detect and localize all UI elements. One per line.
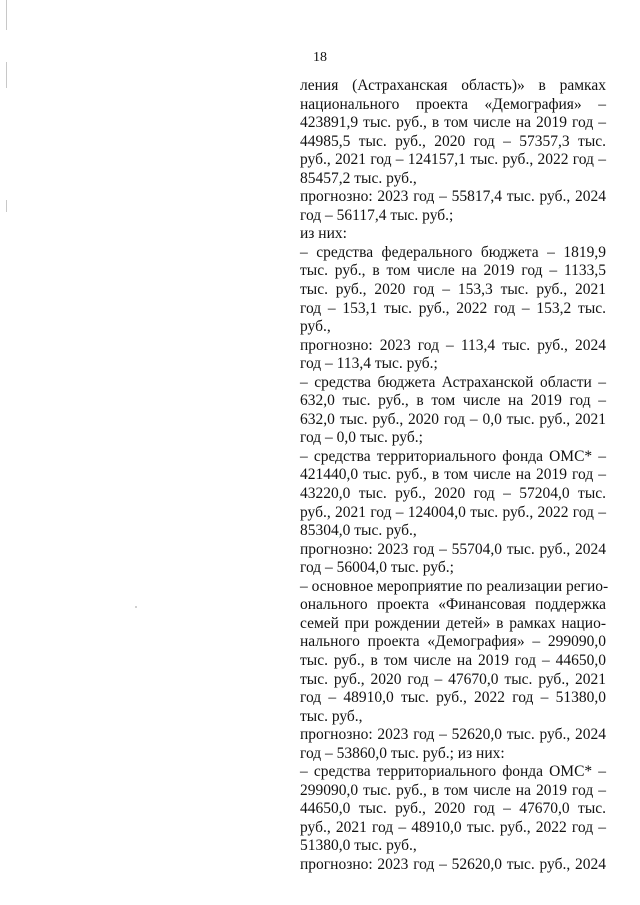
scan-margin-dot	[135, 606, 137, 608]
document-line: тыс. руб., 2020 год – 153,3 тыс. руб., 2021	[300, 281, 606, 299]
document-line: ления (Астраханская область)» в рамках	[300, 77, 606, 94]
document-line: руб., 2021 год – 124157,1 тыс. руб., 2022 год –	[300, 151, 606, 169]
document-line: 85304,0 тыс. руб.,	[300, 522, 417, 540]
document-line: прогнозно: 2023 год – 113,4 тыс. руб., 2024	[300, 336, 606, 354]
document-line: год – 113,4 тыс. руб.;	[300, 355, 438, 373]
document-line: тыс. руб., в том числе на 2019 год – 44650,0	[300, 651, 606, 669]
document-line: руб., 2021 год – 124004,0 тыс. руб., 2022 год –	[300, 503, 606, 521]
document-line: 299090,0 тыс. руб., в том числе на 2019 год –	[300, 781, 606, 799]
document-line: онального проекта «Финансовая поддержка	[300, 596, 606, 614]
document-line: национального проекта «Демография» –	[300, 95, 606, 113]
document-line: 423891,9 тыс. руб., в том числе на 2019 год –	[300, 114, 606, 132]
document-line: 44985,5 тыс. руб., 2020 год – 57357,3 тыс.	[300, 132, 606, 150]
document-line: год – 48910,0 тыс. руб., 2022 год – 51380,0	[300, 689, 606, 707]
document-line: год – 56004,0 тыс. руб.;	[300, 559, 454, 577]
document-line: год – 56117,4 тыс. руб.;	[300, 206, 454, 224]
document-line: – средства бюджета Астраханской области –	[300, 373, 606, 391]
document-line: 51380,0 тыс. руб.,	[300, 837, 417, 855]
document-line: 632,0 тыс. руб., 2020 год – 0,0 тыс. руб., 2021	[300, 410, 606, 428]
document-line: тыс. руб., в том числе на 2019 год – 1133,5	[300, 262, 606, 280]
document-line: 632,0 тыс. руб., в том числе на 2019 год –	[300, 392, 606, 410]
document-line: руб.,	[300, 318, 331, 336]
document-line: из них:	[300, 225, 347, 243]
scan-margin-mark	[6, 0, 7, 30]
document-line: нального проекта «Демография» – 299090,0	[300, 633, 606, 651]
document-line: прогнозно: 2023 год – 52620,0 тыс. руб., 2024	[300, 726, 606, 744]
document-line: 44650,0 тыс. руб., 2020 год – 47670,0 тыс.	[300, 800, 606, 818]
document-line: 85457,2 тыс. руб.,	[300, 169, 417, 187]
document-line: тыс. руб., 2020 год – 47670,0 тыс. руб., 2021	[300, 670, 606, 688]
document-line: – средства территориального фонда ОМС* –	[300, 763, 606, 781]
document-line: год – 53860,0 тыс. руб.; из них:	[300, 744, 505, 762]
document-line: год – 0,0 тыс. руб.;	[300, 429, 423, 447]
document-line: руб., 2021 год – 48910,0 тыс. руб., 2022 год –	[300, 818, 606, 836]
document-line: – средства территориального фонда ОМС* –	[300, 447, 606, 465]
document-line: тыс. руб.,	[300, 707, 363, 725]
document-line: 43220,0 тыс. руб., 2020 год – 57204,0 тыс.	[300, 485, 606, 503]
document-line: прогнозно: 2023 год – 55817,4 тыс. руб., 2024	[300, 188, 606, 206]
document-line: год – 153,1 тыс. руб., 2022 год – 153,2 тыс.	[300, 299, 606, 317]
document-line: – основное мероприятие по реализации регио-	[300, 577, 609, 595]
document-line: семей при рождении детей» в рамках нацио-	[300, 614, 606, 632]
document-line: прогнозно: 2023 год – 52620,0 тыс. руб., 2024	[300, 855, 606, 873]
scan-margin-mark	[6, 200, 7, 212]
page-number: 18	[313, 50, 327, 65]
document-body	[300, 77, 609, 875]
document-line: – средства федерального бюджета – 1819,9	[300, 243, 606, 261]
document-line: прогнозно: 2023 год – 55704,0 тыс. руб., 2024	[300, 540, 606, 558]
document-line: 421440,0 тыс. руб., в том числе на 2019 год –	[300, 466, 606, 484]
